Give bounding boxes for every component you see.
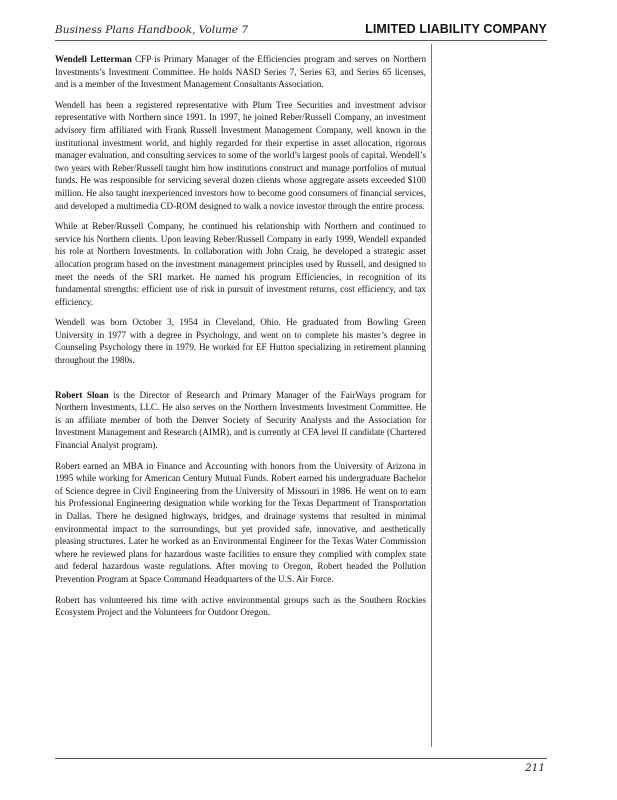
sloan-paragraph-2: Robert earned an MBA in Finance and Accounting with honors from the University of Arizona in 1995 while working for American Century Mutual Funds. Robert earned his undergraduate Bachelor of Science degree in Civil Engineering from the University of Missouri in 1986. He went on to earn his Professional Engineering designation while working for the Texas Department of Transportation in Dallas. There he designed highways, bridges, and drainage systems that resulted in minimal environmental impact to the surroundings, but yet provided safe, innovative, and aesthetically pleasing structures. Later he worked as an Environmental Engineer for the Texas Water Commission where he reviewed plans for hazardous waste facilities to ensure they complied with complex state and federal hazardous waste regulations. After moving to Oregon, Robert headed the Pollution Prevention Program at Space Command Headquarters of the U.S. Air Force. bbox=[55, 460, 426, 584]
body-text bbox=[55, 53, 426, 627]
publication-title: Business Plans Handbook, Volume 7 bbox=[55, 24, 249, 36]
footer-divider bbox=[55, 758, 547, 759]
letterman-paragraph-2: Wendell has been a registered representative with Plum Tree Securities and investment advisor representative with Northern since 1991. In 1997, he joined Reber/Russell Company, an investment advisory firm affiliated with Frank Russell Investment Management Company, well known in the institutional investment world, and highly regarded for their expertise in asset allocation, rigorous manager evaluation, and consulting services to some of the world’s largest pools of capital. Wendell’s two years with Reber/Russell taught him how institutions construct and manage portfolios of mutual funds. He was responsible for servicing several dozen clients whose aggregate assets exceeded $100 million. He also taught inexperienced investors how to become good consumers of financial services, and developed a multimedia CD-ROM designed to walk a novice investor through the entire process. bbox=[55, 99, 426, 211]
sloan-paragraph-1: Robert Sloan is the Director of Research and Primary Manager of the FairWays program for Northern Investments, LLC. He also serves on the Northern Investments Investment Committee. He is an affiliate member of both the Denver Society of Security Analysts and the Association for Investment Management and Research (AIMR), and is currently at CFA level II candidate (Chartered Financial Analyst program). bbox=[55, 389, 426, 451]
page-number: 211 bbox=[524, 762, 545, 774]
letterman-paragraph-3: While at Reber/Russell Company, he continued his relationship with Northern and continued to service his Northern clients. Upon leaving Reber/Russell Company in early 1999, Wendell expanded his role at Northern Investments. In collaboration with John Craig, he developed a strategic asset allocation program based on the investment management principles used by Russell, and designed to meet the needs of the SRI market. He named his program Efficiencies, in recognition of its fundamental strengths: efficient use of risk in pursuit of investment returns, cost efficiency, and tax efficiency. bbox=[55, 221, 426, 307]
header-divider bbox=[55, 40, 547, 41]
sloan-paragraph-3: Robert has volunteered his time with active environmental groups such as the Southern Rockies Ecosystem Project and the Volunteers for Outdoor Oregon. bbox=[55, 594, 426, 618]
section-title: LIMITED LIABILITY COMPANY bbox=[365, 22, 547, 36]
sloan-name: Robert Sloan bbox=[55, 389, 109, 400]
letterman-name: Wendell Letterman bbox=[55, 54, 132, 64]
letterman-paragraph-1: Wendell Letterman CFP is Primary Manager of the Efficiencies program and serves on Northern Investments’s Investment Committee. He holds NASD Series 7, Series 63, and Series 65 licenses, and is a member of the Investment Management Consultants Association. bbox=[55, 54, 427, 90]
running-header bbox=[55, 22, 547, 38]
column-divider bbox=[431, 44, 432, 747]
letterman-paragraph-4: Wendell was born October 3, 1954 in Cleveland, Ohio. He graduated from Bowling Green University in 1977 with a degree in Psychology, and went on to complete his master’s degree in Counseling Psychology there in 1979. He worked for EF Hutton specializing in retirement planning throughout the 1980s. bbox=[55, 317, 426, 366]
